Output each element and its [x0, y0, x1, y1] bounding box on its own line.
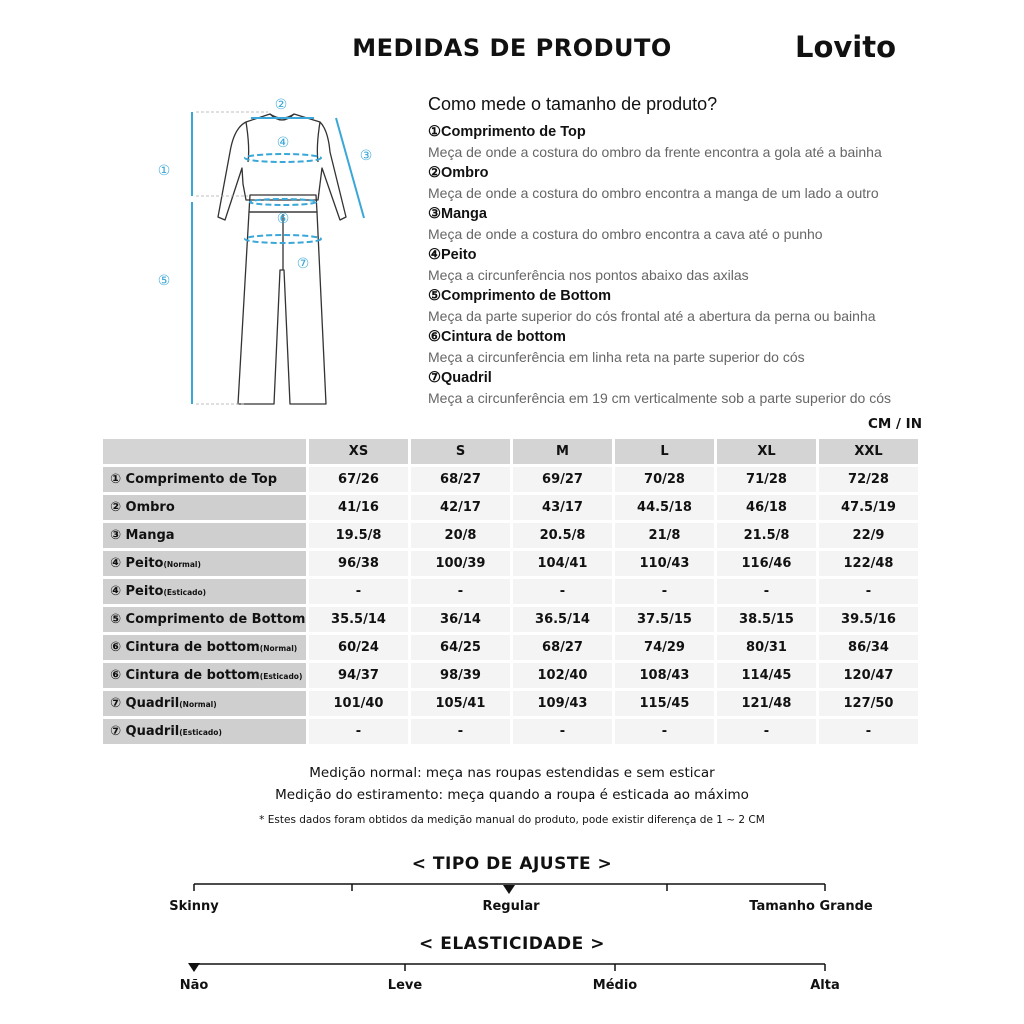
- table-cell: 122/48: [819, 551, 918, 576]
- elasticity-label-medio: Médio: [592, 978, 638, 993]
- table-corner: [103, 439, 306, 464]
- table-cell: 21.5/8: [717, 523, 816, 548]
- marker-3: ③: [359, 148, 373, 164]
- fit-label-large: Tamanho Grande: [749, 899, 873, 914]
- table-cell: 120/47: [819, 663, 918, 688]
- marker-7: ⑦: [296, 256, 310, 272]
- howto-heading: ⑦Quadril: [428, 370, 492, 386]
- row-label-qualifier: (Normal): [179, 700, 217, 709]
- row-label-text: ③ Manga: [110, 528, 175, 543]
- table-cell: -: [513, 719, 612, 744]
- howto-description: Meça de onde a costura do ombro encontra a cava até o punho: [428, 226, 823, 242]
- row-label-qualifier: (Esticado): [179, 728, 222, 737]
- table-cell: 104/41: [513, 551, 612, 576]
- table-cell: -: [309, 579, 408, 604]
- table-cell: 94/37: [309, 663, 408, 688]
- row-label-text: ⑥ Cintura de bottom: [110, 640, 260, 655]
- fit-selected-marker: [503, 885, 515, 894]
- howto-heading: ⑥Cintura de bottom: [428, 329, 566, 345]
- table-cell: 36.5/14: [513, 607, 612, 632]
- table-cell: 68/27: [513, 635, 612, 660]
- table-cell: 69/27: [513, 467, 612, 492]
- table-cell: 36/14: [411, 607, 510, 632]
- table-cell: 21/8: [615, 523, 714, 548]
- table-cell: 44.5/18: [615, 495, 714, 520]
- marker-5: ⑤: [157, 273, 171, 289]
- size-header: L: [615, 439, 714, 464]
- row-label: [103, 551, 306, 576]
- table-row: [103, 635, 918, 660]
- size-header: XL: [717, 439, 816, 464]
- table-cell: 19.5/8: [309, 523, 408, 548]
- howto-description: Meça a circunferência em 19 cm verticalmente sob a parte superior do cós: [428, 390, 891, 406]
- table-cell: -: [615, 579, 714, 604]
- table-cell: 70/28: [615, 467, 714, 492]
- elasticity-label-alta: Alta: [810, 978, 840, 993]
- how-to-measure: [428, 94, 988, 409]
- marker-2: ②: [274, 97, 288, 113]
- table-cell: -: [513, 579, 612, 604]
- row-label-text: ⑦ Quadril: [110, 724, 180, 739]
- marker-4: ④: [276, 135, 290, 151]
- table-cell: 35.5/14: [309, 607, 408, 632]
- howto-description: Meça de onde a costura do ombro da frente encontra a gola até a bainha: [428, 144, 882, 160]
- table-row: [103, 579, 918, 604]
- size-table: [100, 436, 921, 747]
- table-cell: 114/45: [717, 663, 816, 688]
- fit-label-skinny: Skinny: [169, 899, 219, 914]
- table-cell: 43/17: [513, 495, 612, 520]
- elasticity-label-nao: Não: [179, 978, 209, 993]
- table-cell: -: [717, 719, 816, 744]
- table-cell: 47.5/19: [819, 495, 918, 520]
- units-label: CM / IN: [868, 416, 922, 432]
- marker-1: ①: [157, 163, 171, 179]
- table-cell: -: [411, 579, 510, 604]
- row-label: [103, 467, 306, 492]
- table-cell: -: [717, 579, 816, 604]
- table-cell: 74/29: [615, 635, 714, 660]
- sleeve-line: [336, 118, 364, 218]
- table-cell: 96/38: [309, 551, 408, 576]
- size-header: XXL: [819, 439, 918, 464]
- row-label-qualifier: (Esticado): [163, 588, 207, 597]
- howto-heading: ④Peito: [428, 247, 477, 263]
- brand-logo: Lovito: [795, 30, 897, 64]
- normal-measure-note: Medição normal: meça nas roupas estendidas e sem esticar: [309, 765, 715, 781]
- row-label: [103, 579, 306, 604]
- stretch-measure-note: Medição do estiramento: meça quando a roupa é esticada ao máximo: [275, 787, 749, 803]
- table-cell: 80/31: [717, 635, 816, 660]
- row-label: [103, 607, 306, 632]
- table-cell: 71/28: [717, 467, 816, 492]
- table-row: [103, 551, 918, 576]
- table-cell: 38.5/15: [717, 607, 816, 632]
- table-cell: 108/43: [615, 663, 714, 688]
- row-label: [103, 691, 306, 716]
- row-label-text: ⑦ Quadril: [110, 696, 180, 711]
- row-label-text: ⑥ Cintura de bottom: [110, 668, 260, 683]
- page-title: MEDIDAS DE PRODUTO: [352, 34, 672, 62]
- fit-scale: [0, 876, 1024, 896]
- table-cell: -: [615, 719, 714, 744]
- table-row: [103, 607, 918, 632]
- row-label: [103, 495, 306, 520]
- elasticity-scale: [0, 956, 1024, 976]
- table-cell: 121/48: [717, 691, 816, 716]
- howto-heading: ⑤Comprimento de Bottom: [428, 288, 611, 304]
- table-row: [103, 691, 918, 716]
- table-cell: 116/46: [717, 551, 816, 576]
- table-cell: 109/43: [513, 691, 612, 716]
- fit-title: < TIPO DE AJUSTE >: [411, 854, 613, 874]
- table-cell: 101/40: [309, 691, 408, 716]
- row-label-text: ① Comprimento de Top: [110, 472, 278, 487]
- table-cell: 100/39: [411, 551, 510, 576]
- row-label-text: ⑤ Comprimento de Bottom: [110, 612, 306, 627]
- row-label-qualifier: (Normal): [259, 644, 298, 653]
- table-cell: 22/9: [819, 523, 918, 548]
- table-row: [103, 523, 918, 548]
- row-label-qualifier: (Esticado): [259, 672, 303, 681]
- table-cell: 72/28: [819, 467, 918, 492]
- howto-description: Meça a circunferência nos pontos abaixo das axilas: [428, 267, 749, 283]
- howto-list: [428, 122, 988, 409]
- table-row: [103, 495, 918, 520]
- howto-heading: ②Ombro: [428, 165, 489, 181]
- table-cell: 86/34: [819, 635, 918, 660]
- table-cell: 127/50: [819, 691, 918, 716]
- table-cell: 37.5/15: [615, 607, 714, 632]
- howto-heading: ①Comprimento de Top: [428, 124, 586, 140]
- table-cell: 42/17: [411, 495, 510, 520]
- garment-diagram: [150, 92, 380, 414]
- table-cell: 20.5/8: [513, 523, 612, 548]
- marker-6: ⑥: [276, 211, 290, 227]
- table-cell: -: [819, 719, 918, 744]
- table-cell: -: [819, 579, 918, 604]
- howto-question: Como mede o tamanho de produto?: [428, 94, 718, 114]
- table-row: [103, 467, 918, 492]
- table-cell: -: [309, 719, 408, 744]
- howto-description: Meça de onde a costura do ombro encontra a manga de um lado a outro: [428, 185, 879, 201]
- table-cell: 46/18: [717, 495, 816, 520]
- elasticity-selected-marker: [188, 963, 200, 972]
- row-label: [103, 719, 306, 744]
- size-header: S: [411, 439, 510, 464]
- table-cell: 102/40: [513, 663, 612, 688]
- table-cell: 41/16: [309, 495, 408, 520]
- table-cell: 105/41: [411, 691, 510, 716]
- row-label: [103, 663, 306, 688]
- row-label-qualifier: (Normal): [163, 560, 201, 569]
- row-label-text: ④ Peito: [110, 584, 164, 599]
- row-label: [103, 523, 306, 548]
- table-cell: -: [411, 719, 510, 744]
- table-cell: 98/39: [411, 663, 510, 688]
- row-label-text: ④ Peito: [110, 556, 164, 571]
- table-row: [103, 719, 918, 744]
- table-cell: 115/45: [615, 691, 714, 716]
- table-cell: 60/24: [309, 635, 408, 660]
- table-cell: 39.5/16: [819, 607, 918, 632]
- howto-description: Meça da parte superior do cós frontal até a abertura da perna ou bainha: [428, 308, 876, 324]
- howto-heading: ③Manga: [428, 206, 487, 222]
- row-label: [103, 635, 306, 660]
- table-row: [103, 663, 918, 688]
- table-cell: 20/8: [411, 523, 510, 548]
- table-cell: 64/25: [411, 635, 510, 660]
- howto-description: Meça a circunferência em linha reta na parte superior do cós: [428, 349, 805, 365]
- size-header: M: [513, 439, 612, 464]
- disclaimer-note: * Estes dados foram obtidos da medição manual do produto, pode existir diferença de 1 ~ 2 CM: [259, 814, 765, 826]
- size-header: XS: [309, 439, 408, 464]
- elasticity-label-leve: Leve: [387, 978, 423, 993]
- elasticity-title: < ELASTICIDADE >: [419, 934, 605, 954]
- table-cell: 67/26: [309, 467, 408, 492]
- row-label-text: ② Ombro: [110, 500, 175, 515]
- fit-label-regular: Regular: [482, 899, 540, 914]
- table-cell: 68/27: [411, 467, 510, 492]
- table-cell: 110/43: [615, 551, 714, 576]
